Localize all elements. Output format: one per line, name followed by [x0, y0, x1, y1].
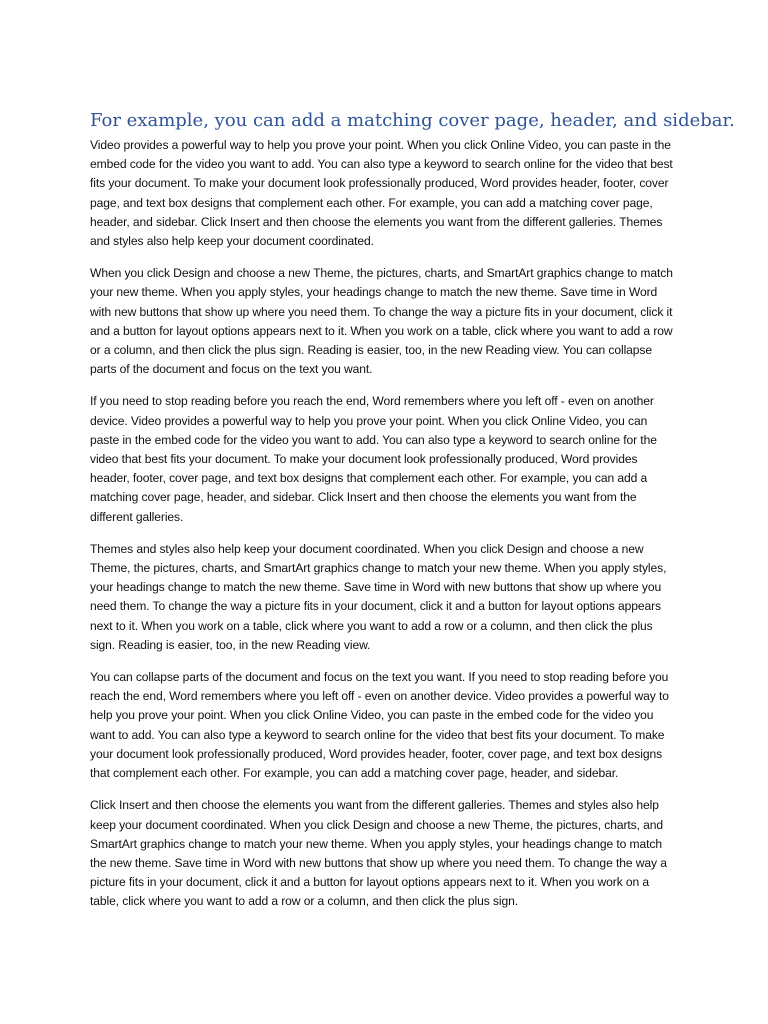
paragraph-1: Video provides a powerful way to help you prove your point. When you click Online Video, you can paste in the embed code for the video you want to add. You can also type a keyword to search online for the video that best fits your document. To make your document look professionally produced, Word provides header, footer, cover page, and text box designs that complement each other. For example, you can add a matching cover page, header, and sidebar. Click Insert and then choose the elements you want from the different galleries. Themes and styles also help keep your document coordinated.: [90, 138, 673, 249]
document-page: [90, 108, 735, 925]
paragraph-2: When you click Design and choose a new Theme, the pictures, charts, and SmartArt graphics change to match your new theme. When you apply styles, your headings change to match the new theme. Save time in Word with new buttons that show up where you need them. To change the way a picture fits in your document, click it and a button for layout options appears next to it. When you work on a table, click where you want to add a row or a column, and then click the plus sign. Reading is easier, too, in the new Reading view. You can collapse parts of the document and focus on the text you want.: [90, 266, 673, 377]
paragraph-3: If you need to stop reading before you reach the end, Word remembers where you left off - even on another device. Video provides a powerful way to help you prove your point. When you click Online Video, you can paste in the embed code for the video you want to add. You can also type a keyword to search online for the video that best fits your document. To make your document look professionally produced, Word provides header, footer, cover page, and text box designs that complement each other. For example, you can add a matching cover page, header, and sidebar. Click Insert and then choose the elements you want from the different galleries.: [90, 394, 657, 524]
paragraph-4: Themes and styles also help keep your document coordinated. When you click Design and choose a new Theme, the pictures, charts, and SmartArt graphics change to match your new theme. When you apply styles, your headings change to match the new theme. Save time in Word with new buttons that show up where you need them. To change the way a picture fits in your document, click it and a button for layout options appears next to it. When you work on a table, click where you want to add a row or a column, and then click the plus sign. Reading is easier, too, in the new Reading view.: [90, 541, 667, 652]
document-heading: For example, you can add a matching cover page, header, and sidebar.: [90, 110, 735, 131]
paragraph-6: Click Insert and then choose the elements you want from the different galleries. Themes and styles also help keep your document coordinated. When you click Design and choose a new Theme, the pictures, charts, and SmartArt graphics change to match your new theme. When you apply styles, your headings change to match the new theme. Save time in Word with new buttons that show up where you need them. To change the way a picture fits in your document, click it and a button for layout options appears next to it. When you work on a table, click where you want to add a row or a column, and then click the plus sign.: [90, 798, 667, 909]
paragraph-5: You can collapse parts of the document and focus on the text you want. If you need to stop reading before you reach the end, Word remembers where you left off - even on another device. Video provides a powerful way to help you prove your point. When you click Online Video, you can paste in the embed code for the video you want to add. You can also type a keyword to search online for the video that best fits your document. To make your document look professionally produced, Word provides header, footer, cover page, and text box designs that complement each other. For example, you can add a matching cover page, header, and sidebar.: [90, 670, 669, 781]
